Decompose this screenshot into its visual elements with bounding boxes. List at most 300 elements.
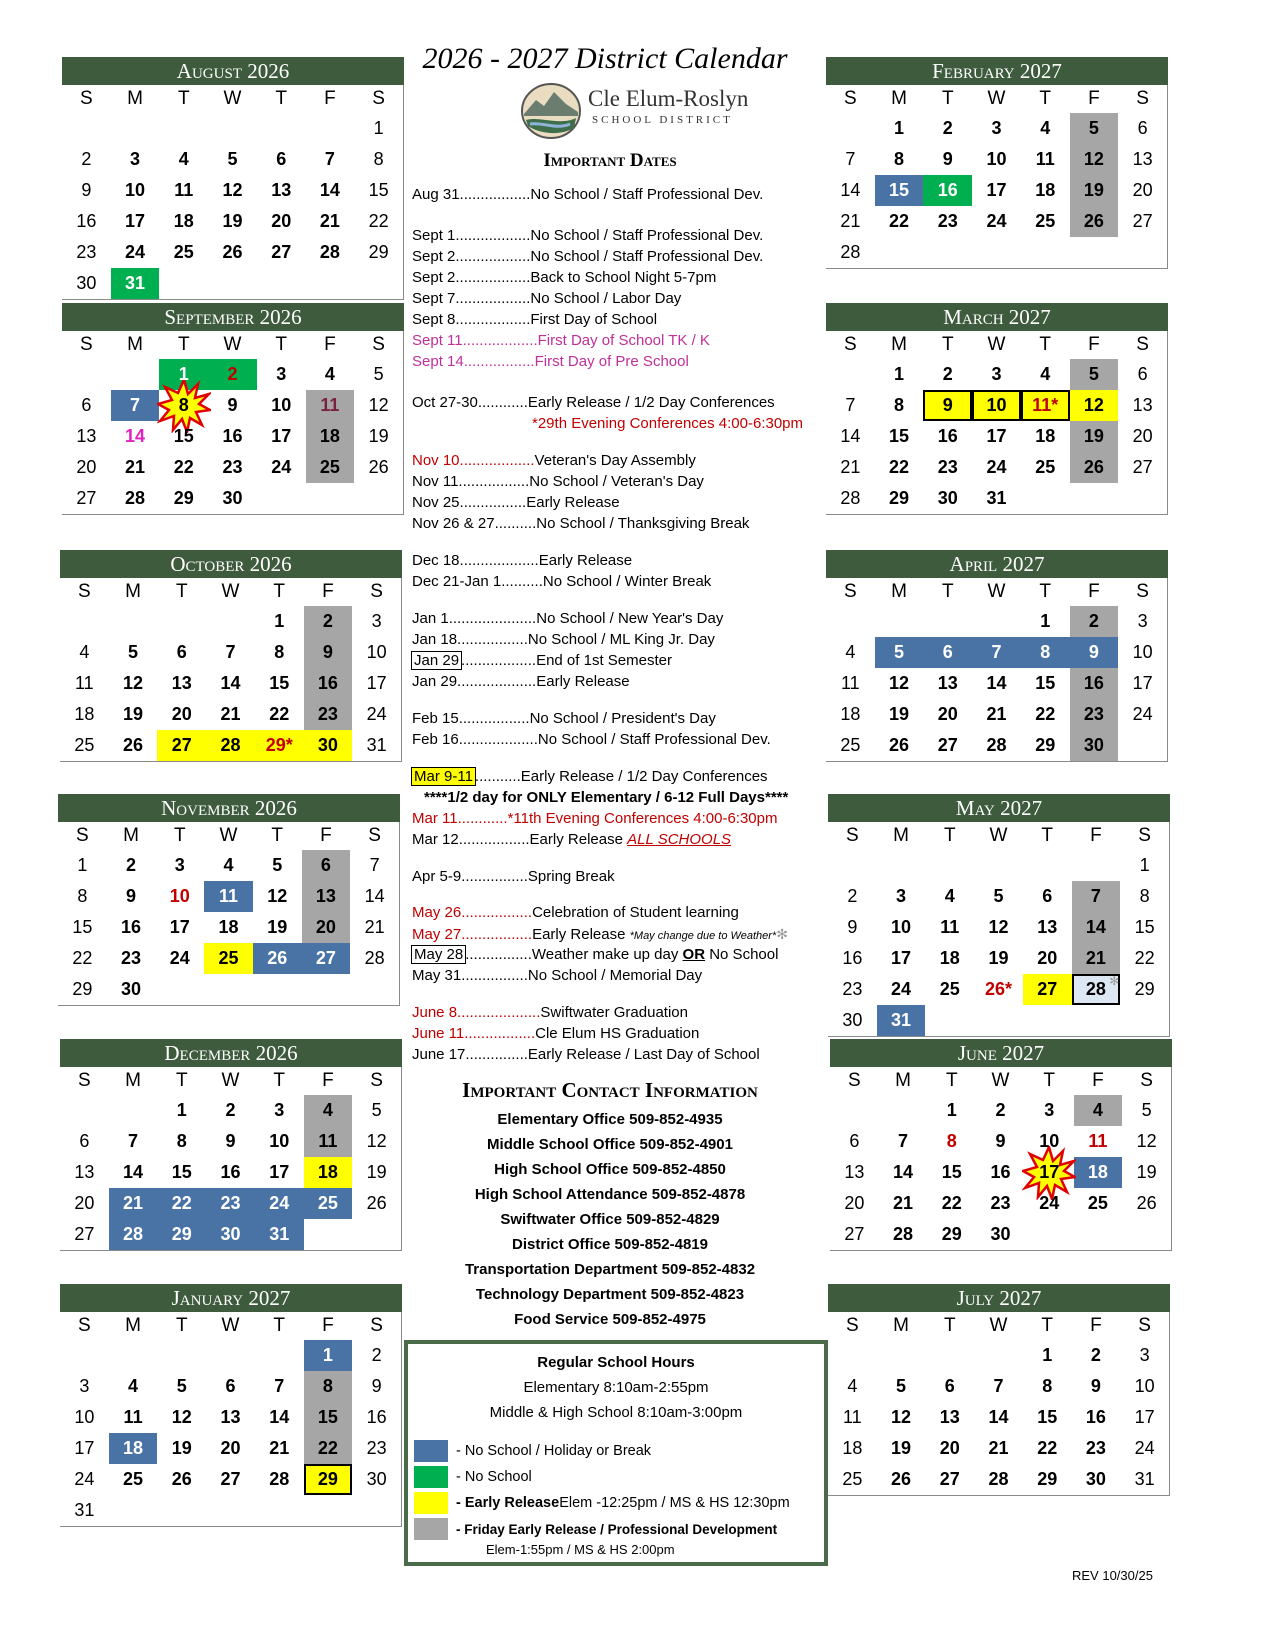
day-number: 11 xyxy=(1088,1131,1108,1151)
day-number: 2 xyxy=(126,855,137,875)
weekday-label: S xyxy=(1138,825,1151,846)
weekday-header-row xyxy=(830,1067,1171,1095)
day-cell xyxy=(1072,1402,1121,1433)
day-number: 23 xyxy=(317,704,338,724)
swatch-gray xyxy=(414,1518,448,1540)
day-number: 27 xyxy=(937,735,958,755)
day-cell xyxy=(1070,730,1119,761)
day-cell xyxy=(253,912,302,943)
empty-day-cell xyxy=(875,606,924,637)
day-number: 19 xyxy=(1083,426,1104,446)
day-number: 24 xyxy=(986,457,1007,477)
day-number: 28 xyxy=(1085,979,1106,999)
legend-green: - No School xyxy=(414,1466,532,1488)
day-cell xyxy=(109,730,158,761)
day-cell xyxy=(925,943,974,974)
important-dates-title: Important Dates xyxy=(543,150,677,171)
weekday-label: M xyxy=(125,1070,141,1091)
day-cell xyxy=(304,1095,353,1126)
day-number: 1 xyxy=(274,611,285,631)
day-cell xyxy=(1118,359,1167,390)
day-number: 29 xyxy=(72,979,93,999)
weekday-label: T xyxy=(271,825,283,846)
day-number: 2 xyxy=(322,611,333,631)
day-cell xyxy=(923,699,972,730)
day-number: 17 xyxy=(891,948,912,968)
day-number: 23 xyxy=(937,457,958,477)
day-number: 26 xyxy=(368,457,389,477)
day-cell xyxy=(304,1126,353,1157)
day-cell xyxy=(304,699,353,730)
empty-day-cell xyxy=(60,606,109,637)
day-number: 4 xyxy=(223,855,234,875)
weekday-label: F xyxy=(1088,581,1100,602)
day-cell xyxy=(60,1219,109,1250)
day-number: 27 xyxy=(1132,211,1153,231)
day-cell xyxy=(257,206,306,237)
day-cell xyxy=(111,175,160,206)
day-number: 23 xyxy=(1085,1438,1106,1458)
day-cell xyxy=(157,1433,206,1464)
day-cell xyxy=(109,1219,158,1250)
snowflake-icon: ✻ xyxy=(776,926,788,942)
day-number: 1 xyxy=(894,118,905,138)
day-number: 23 xyxy=(842,979,863,999)
weekday-label: T xyxy=(943,825,956,846)
event-line: May 31................No School / Memorial Day xyxy=(412,967,703,984)
day-number: 25 xyxy=(840,735,861,755)
day-cell xyxy=(826,175,875,206)
day-cell xyxy=(306,144,355,175)
day-number: 29 xyxy=(1134,979,1155,999)
day-cell xyxy=(352,637,401,668)
day-number: 19 xyxy=(366,1162,387,1182)
day-number: 7 xyxy=(369,855,380,875)
day-cell xyxy=(304,1157,353,1188)
day-number: 12 xyxy=(366,1131,387,1151)
day-cell xyxy=(923,359,972,390)
day-number: 28 xyxy=(988,1469,1009,1489)
day-cell xyxy=(1021,390,1070,421)
day-number: 23 xyxy=(990,1193,1011,1213)
day-cell xyxy=(1120,1464,1169,1495)
day-cell xyxy=(208,421,257,452)
day-number: 28 xyxy=(269,1469,290,1489)
day-cell xyxy=(204,881,253,912)
day-cell xyxy=(1118,206,1167,237)
day-cell xyxy=(875,730,924,761)
month-header: December 2026 xyxy=(60,1039,402,1067)
day-number: 7 xyxy=(845,395,856,415)
day-number: 4 xyxy=(1040,364,1051,384)
day-cell xyxy=(1118,144,1167,175)
day-number: 12 xyxy=(889,673,910,693)
day-number: 26 xyxy=(1136,1193,1157,1213)
day-number: 1 xyxy=(946,1100,957,1120)
day-number: 15 xyxy=(1134,917,1155,937)
weekday-label: M xyxy=(127,334,143,355)
weekday-label: W xyxy=(219,825,238,846)
day-cell xyxy=(206,1371,255,1402)
day-cell xyxy=(1021,452,1070,483)
day-number: 3 xyxy=(130,149,141,169)
empty-day-cell xyxy=(877,850,926,881)
weekday-label: T xyxy=(1039,334,1051,355)
day-cell xyxy=(306,175,355,206)
logo-name-line2: SCHOOL DISTRICT xyxy=(592,114,733,126)
day-cell xyxy=(1025,1095,1074,1126)
day-number: 26 xyxy=(171,1469,192,1489)
day-cell xyxy=(155,943,204,974)
weekday-label: S xyxy=(368,825,381,846)
empty-day-cell xyxy=(925,1340,974,1371)
day-number: 26 xyxy=(891,1469,912,1489)
month-april-2027 xyxy=(826,550,1168,762)
day-number: 25 xyxy=(218,948,239,968)
day-number: 12 xyxy=(123,673,144,693)
day-number: 30 xyxy=(317,735,338,755)
day-cell xyxy=(157,637,206,668)
day-number: 15 xyxy=(1037,1407,1058,1427)
day-number: 10 xyxy=(366,642,387,662)
day-cell xyxy=(60,1371,109,1402)
day-cell xyxy=(157,668,206,699)
event-line: Feb 15.................No School / President's Day xyxy=(412,710,716,727)
weekday-label: F xyxy=(1090,1315,1102,1336)
day-number: 3 xyxy=(896,886,907,906)
day-number: 16 xyxy=(937,426,958,446)
weekday-label: T xyxy=(941,88,954,109)
day-number: 30 xyxy=(842,1010,863,1030)
day-number: 21 xyxy=(364,917,385,937)
day-cell xyxy=(1021,730,1070,761)
day-number: 28 xyxy=(123,1224,144,1244)
day-number: 22 xyxy=(72,948,93,968)
day-number: 31 xyxy=(269,1224,290,1244)
day-cell xyxy=(257,390,306,421)
day-cell xyxy=(879,1219,928,1250)
day-number: 30 xyxy=(76,273,97,293)
day-cell xyxy=(304,668,353,699)
event-line: Mar 11............*11th Evening Conferences 4:00-6:30pm xyxy=(412,810,778,827)
day-cell xyxy=(111,390,160,421)
day-cell xyxy=(1023,912,1072,943)
day-cell xyxy=(875,421,924,452)
day-number: 19 xyxy=(123,704,144,724)
day-number: 1 xyxy=(178,364,189,384)
day-cell xyxy=(877,1371,926,1402)
day-number: 26* xyxy=(984,979,1012,999)
day-cell xyxy=(826,452,875,483)
month-october-2026 xyxy=(60,550,402,762)
month-january-2027 xyxy=(60,1284,402,1527)
day-cell xyxy=(1120,881,1169,912)
day-number: 26 xyxy=(267,948,288,968)
day-cell xyxy=(1021,699,1070,730)
day-cell xyxy=(302,850,351,881)
weekday-label: S xyxy=(1140,1070,1153,1091)
day-number: 29 xyxy=(317,1469,338,1489)
month-header: February 2027 xyxy=(826,57,1168,85)
day-number: 13 xyxy=(937,673,958,693)
month-header: November 2026 xyxy=(58,794,400,822)
day-number: 11* xyxy=(1032,395,1059,415)
day-cell xyxy=(1023,881,1072,912)
day-number: 7 xyxy=(991,642,1002,662)
day-cell xyxy=(875,206,924,237)
month-july-2027 xyxy=(828,1284,1170,1496)
day-cell xyxy=(157,730,206,761)
day-number: 10 xyxy=(1134,1376,1155,1396)
day-cell xyxy=(1070,113,1119,144)
event-line: Sept 14.................First Day of Pre School xyxy=(412,353,689,370)
day-number: 14 xyxy=(364,886,385,906)
day-number: 4 xyxy=(178,149,189,169)
event-line: Jan 18.................No School / ML King Jr. Day xyxy=(412,631,715,648)
day-number: 29 xyxy=(171,1224,192,1244)
day-number: 25 xyxy=(1035,457,1056,477)
day-number: 24 xyxy=(169,948,190,968)
weekday-label: W xyxy=(221,1070,240,1091)
day-cell xyxy=(302,912,351,943)
day-cell xyxy=(923,483,972,514)
day-number: 8 xyxy=(946,1131,957,1151)
month-february-2027 xyxy=(826,57,1168,269)
day-cell xyxy=(255,1095,304,1126)
day-number: 15 xyxy=(889,426,910,446)
day-cell xyxy=(306,421,355,452)
day-cell xyxy=(159,144,208,175)
day-number: 14 xyxy=(840,180,861,200)
day-cell xyxy=(208,390,257,421)
day-number: 23 xyxy=(220,1193,241,1213)
day-number: 28 xyxy=(125,488,146,508)
weekday-header-row xyxy=(60,578,401,606)
day-number: 31 xyxy=(891,1010,912,1030)
day-number: 29 xyxy=(368,242,389,262)
day-number: 21 xyxy=(988,1438,1009,1458)
day-number: 9 xyxy=(995,1131,1006,1151)
event-line: Nov 11.................No School / Veteran's Day xyxy=(412,473,704,490)
event-line: June 11.................Cle Elum HS Graduation xyxy=(412,1025,700,1042)
day-number: 31 xyxy=(1134,1469,1155,1489)
empty-day-cell xyxy=(111,359,160,390)
day-number: 18 xyxy=(74,704,95,724)
day-cell xyxy=(974,912,1023,943)
contact-line: Middle School Office 509-852-4901 xyxy=(487,1136,733,1153)
empty-day-cell xyxy=(157,606,206,637)
day-cell xyxy=(1072,1340,1121,1371)
day-number: 12 xyxy=(1083,395,1104,415)
day-number: 7 xyxy=(898,1131,909,1151)
day-cell xyxy=(1023,943,1072,974)
day-cell xyxy=(828,943,877,974)
day-number: 6 xyxy=(942,642,953,662)
day-cell xyxy=(875,452,924,483)
day-cell xyxy=(354,421,403,452)
day-cell xyxy=(1021,606,1070,637)
day-cell xyxy=(62,483,111,514)
weekday-label: S xyxy=(78,581,91,602)
day-number: 14 xyxy=(840,426,861,446)
day-number: 21 xyxy=(986,704,1007,724)
day-number: 10 xyxy=(74,1407,95,1427)
day-cell xyxy=(208,359,257,390)
day-number: 20 xyxy=(844,1193,865,1213)
day-cell xyxy=(972,637,1021,668)
weekday-label: T xyxy=(1041,1315,1053,1336)
day-cell xyxy=(1021,113,1070,144)
day-cell xyxy=(972,390,1021,421)
day-number: 4 xyxy=(944,886,955,906)
empty-day-cell xyxy=(830,1095,879,1126)
day-cell xyxy=(1021,359,1070,390)
day-cell xyxy=(62,175,111,206)
event-line: Jan 1.....................No School / New Year's Day xyxy=(412,610,724,627)
day-number: 29 xyxy=(889,488,910,508)
weekday-label: W xyxy=(987,581,1006,602)
day-number: 23 xyxy=(937,211,958,231)
day-cell xyxy=(828,1464,877,1495)
day-cell xyxy=(826,390,875,421)
day-cell xyxy=(206,1188,255,1219)
day-number: 9 xyxy=(322,642,333,662)
day-cell xyxy=(208,175,257,206)
day-cell xyxy=(826,637,875,668)
day-number: 21 xyxy=(893,1193,914,1213)
day-cell xyxy=(1120,974,1169,1005)
day-cell xyxy=(830,1188,879,1219)
day-number: 22 xyxy=(941,1193,962,1213)
empty-day-cell xyxy=(109,1095,158,1126)
day-number: 21 xyxy=(125,457,146,477)
weekday-label: S xyxy=(844,88,857,109)
day-cell xyxy=(1072,974,1121,1005)
day-number: 22 xyxy=(173,457,194,477)
day-cell xyxy=(976,1219,1025,1250)
day-cell xyxy=(257,421,306,452)
day-cell xyxy=(60,1126,109,1157)
empty-day-cell xyxy=(62,359,111,390)
contact-line: Food Service 509-852-4975 xyxy=(514,1311,706,1328)
weekday-label: M xyxy=(125,581,141,602)
day-cell xyxy=(826,206,875,237)
day-number: 9 xyxy=(225,1131,236,1151)
day-number: 2 xyxy=(995,1100,1006,1120)
day-cell xyxy=(257,144,306,175)
day-number: 14 xyxy=(319,180,340,200)
day-cell xyxy=(111,206,160,237)
month-header: June 2027 xyxy=(830,1039,1172,1067)
day-cell xyxy=(1025,1157,1074,1188)
month-november-2026 xyxy=(58,794,400,1006)
day-cell xyxy=(1023,1433,1072,1464)
day-cell xyxy=(1021,175,1070,206)
month-header: September 2026 xyxy=(62,303,404,331)
day-cell xyxy=(1120,1433,1169,1464)
day-cell xyxy=(828,1402,877,1433)
day-number: 13 xyxy=(1037,917,1058,937)
day-number: 4 xyxy=(128,1376,139,1396)
weekday-header-row xyxy=(828,1312,1169,1340)
empty-day-cell xyxy=(109,606,158,637)
weekday-label: S xyxy=(80,88,93,109)
snowflake-icon: ✻ xyxy=(1109,974,1120,988)
day-cell xyxy=(111,452,160,483)
day-number: 21 xyxy=(269,1438,290,1458)
month-header: March 2027 xyxy=(826,303,1168,331)
day-cell xyxy=(1023,1340,1072,1371)
day-number: 27 xyxy=(220,1469,241,1489)
day-number: 13 xyxy=(76,426,97,446)
day-number: 29 xyxy=(1037,1469,1058,1489)
day-cell xyxy=(826,699,875,730)
day-cell xyxy=(826,483,875,514)
day-cell xyxy=(257,175,306,206)
day-number: 4 xyxy=(1040,118,1051,138)
day-number: 20 xyxy=(74,1193,95,1213)
day-cell xyxy=(828,881,877,912)
day-cell xyxy=(925,974,974,1005)
day-number: 9 xyxy=(942,395,953,415)
event-line: June 8....................Swiftwater Graduation xyxy=(412,1004,688,1021)
day-cell xyxy=(306,206,355,237)
day-cell xyxy=(877,881,926,912)
day-cell xyxy=(58,881,107,912)
weekday-label: M xyxy=(127,88,143,109)
day-number: 28 xyxy=(893,1224,914,1244)
day-cell xyxy=(352,668,401,699)
day-cell xyxy=(1118,113,1167,144)
day-number: 13 xyxy=(74,1162,95,1182)
day-number: 9 xyxy=(847,917,858,937)
weekday-label: T xyxy=(177,88,190,109)
day-number: 22 xyxy=(1037,1438,1058,1458)
weekday-label: T xyxy=(273,581,285,602)
day-cell xyxy=(159,483,208,514)
empty-day-cell xyxy=(826,359,875,390)
empty-day-cell xyxy=(828,850,877,881)
day-cell xyxy=(208,452,257,483)
day-number: 27 xyxy=(1132,457,1153,477)
hours-middle-high: Middle & High School 8:10am-3:00pm xyxy=(489,1404,743,1421)
day-cell xyxy=(107,881,156,912)
day-cell xyxy=(826,668,875,699)
day-number: 19 xyxy=(1083,180,1104,200)
event-line: Feb 16...................No School / Staff Professional Dev. xyxy=(412,731,771,748)
weekday-label: W xyxy=(989,1315,1008,1336)
contact-line: Elementary Office 509-852-4935 xyxy=(497,1111,723,1128)
day-number: 17 xyxy=(1132,673,1153,693)
day-number: 31 xyxy=(74,1500,95,1520)
day-number: 6 xyxy=(176,642,187,662)
day-number: 22 xyxy=(368,211,389,231)
day-number: 24 xyxy=(74,1469,95,1489)
empty-day-cell xyxy=(925,850,974,881)
day-cell xyxy=(1074,1188,1123,1219)
day-number: 26 xyxy=(366,1193,387,1213)
day-cell xyxy=(923,668,972,699)
day-cell xyxy=(1122,1126,1171,1157)
weekday-label: S xyxy=(370,1315,383,1336)
day-number: 15 xyxy=(269,673,290,693)
legend-yellow: - Early Release Elem -12:25pm / MS & HS 12:30pm xyxy=(414,1492,790,1514)
weekday-label: M xyxy=(125,1315,141,1336)
day-number: 14 xyxy=(269,1407,290,1427)
day-number: 1 xyxy=(373,118,384,138)
day-cell xyxy=(206,668,255,699)
day-number: 17 xyxy=(269,1162,290,1182)
